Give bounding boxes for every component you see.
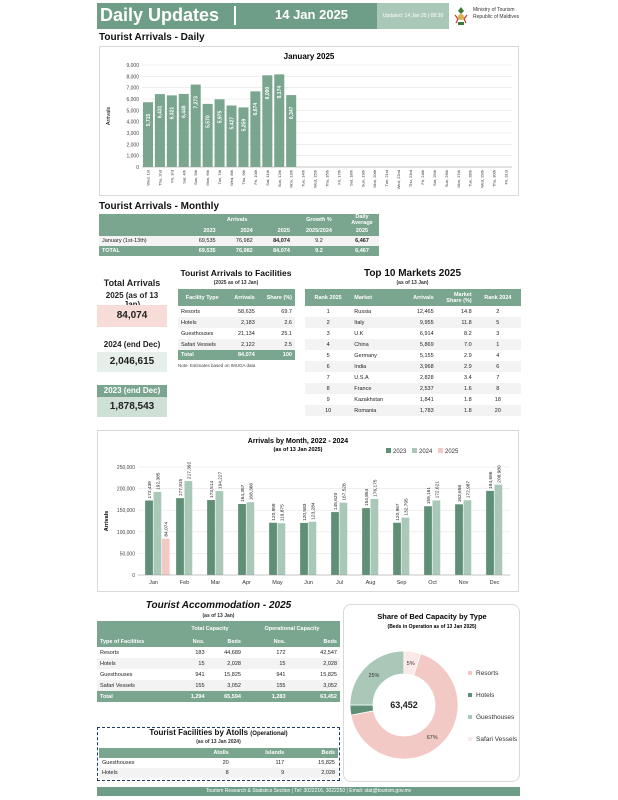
market-row: 4 China 5,869 7.0 1 xyxy=(305,339,521,350)
x-tick-label: Mon, 27th xyxy=(455,170,461,188)
bar-2024 xyxy=(433,500,441,575)
bar-2023 xyxy=(269,523,277,575)
x-tick-label: Mon, 6th xyxy=(205,170,211,186)
bar-value-label: 172,439 xyxy=(147,481,153,499)
facilities-note: Note: Estimates based on IMUGA data xyxy=(178,363,256,368)
slice-label: 25% xyxy=(368,672,380,679)
markets-title: Top 10 Markets 2025 xyxy=(363,268,462,279)
bar-2025 xyxy=(162,539,170,575)
legend-swatch xyxy=(438,448,443,453)
y-tick-label: 2,000 xyxy=(126,142,139,149)
x-tick-label: Sep xyxy=(396,580,407,586)
chart-title: Arrivals by Month, 2022 - 2024 xyxy=(247,438,349,445)
x-tick-label: Thu, 23rd xyxy=(408,170,414,188)
total-2025-value: 84,074 xyxy=(97,305,167,327)
x-tick-label: Aug xyxy=(365,580,376,586)
x-tick-label: Sun, 12th xyxy=(276,170,282,188)
bar-value-label: 164,357 xyxy=(240,484,246,502)
market-row: 9 Kazakhstan 1,841 1.8 18 xyxy=(326,396,501,403)
market-row: 6 India 3,968 2.9 6 xyxy=(305,361,521,372)
table-row: Hotels 15 2,028 15 2,028 xyxy=(97,658,340,669)
y-tick-label: 100,000 xyxy=(116,529,135,536)
total-arrivals-title: Total Arrivals xyxy=(103,278,161,288)
atolls-table: Atolls Islands Beds Guesthouses 20 117 15,825 Hotels 8 9 2,028 xyxy=(99,748,338,778)
total-2025-label: 2025 (as of 13 xyxy=(105,291,159,300)
y-tick-label: 6,000 xyxy=(126,97,139,103)
y-tick-label: 250,000 xyxy=(116,465,135,471)
bar-2024 xyxy=(464,500,472,575)
bar-value-label: 194,227 xyxy=(218,471,224,490)
monthly-chart-panel xyxy=(97,430,519,592)
bar-2024 xyxy=(247,502,255,575)
x-tick-label: Wed, 15th xyxy=(312,170,318,189)
bar-value-label: 119,875 xyxy=(280,504,286,522)
table-row: Guesthouses 21,134 25.1 xyxy=(181,330,292,337)
bar-value-label: 217,392 xyxy=(187,461,193,480)
bar-value-label: 7,273 xyxy=(193,96,200,109)
bar xyxy=(227,105,237,167)
x-tick-label: Apr xyxy=(242,580,251,586)
x-tick-label: Jan xyxy=(149,580,158,586)
monthly-section-title: Tourist Arrivals - Monthly xyxy=(99,201,220,212)
table-row: Hotels 2,183 2.6 xyxy=(178,317,295,328)
bar xyxy=(167,95,177,167)
markets-table: Rank 2025 Market Arrivals Market Share (%) Rank 2024 1 Russia 12,465 14.8 2 2 Italy 9,955 11.8 5 3 U.K 6,914 8.2 3 4 China 5,869 7.0 1 5 Germany 5,155 2.9 4 6 India 3,968 2.9 6 7 U.S.A 2,828 3.4 7 8 France 2,537 1.6 8 9 Kazakhstan 1,841 1.8 18 10 Romania 1,783 1.8 20 xyxy=(305,289,521,416)
legend-label: Hotels xyxy=(476,692,495,699)
market-row: 3 U.K 6,914 8.2 3 xyxy=(326,330,500,337)
legend-label: Guesthouses xyxy=(476,714,515,721)
y-tick-label: 200,000 xyxy=(116,486,135,493)
total-2023-label: 2023 (end Dec) xyxy=(97,385,167,397)
x-tick-label: Fri, 3rd xyxy=(169,170,175,183)
x-tick-label: Nov xyxy=(458,580,469,586)
table-row: January (1st-13th) 69,535 76,982 84,074 9.2 6,467 xyxy=(99,236,379,246)
legend-swatch xyxy=(468,693,472,697)
bar-value-label: 6,674 xyxy=(253,102,260,116)
total-2024-label: 2024 (end Dec) xyxy=(103,340,161,349)
x-tick-label: Fri, 17th xyxy=(336,170,342,185)
market-row: 7 U.S.A 2,828 3.4 7 xyxy=(326,374,500,381)
bar-value-label: 120,583 xyxy=(302,503,308,521)
bar-value-label: 5,259 xyxy=(241,118,248,132)
bar-value-label: 5,715 xyxy=(145,113,152,127)
daily-arrivals-chart xyxy=(100,47,518,195)
markets-subtitle: (as of 13 Jan) xyxy=(396,280,429,286)
bar-value-label: 6,448 xyxy=(181,105,188,118)
bar-2024 xyxy=(309,522,317,575)
footer-contact: Tourism Research & Statistics Section | Tel: 3022216, 3022250 | Email: stat@tourism.gov.mv xyxy=(97,787,520,796)
bar xyxy=(286,95,296,167)
x-tick-label: Oct xyxy=(428,580,437,586)
bar-value-label: 5,427 xyxy=(229,116,236,130)
table-row-total: Total 1,294 65,594 1,283 63,452 xyxy=(97,691,340,702)
x-tick-label: Sat, 18th xyxy=(348,170,354,187)
x-tick-label: Tue, 28th xyxy=(467,170,473,187)
chart-subtitle: (Beds in Operation as of 13 Jan 2025) xyxy=(387,624,477,630)
bar-value-label: 159,161 xyxy=(426,486,432,505)
bar xyxy=(250,91,260,167)
market-row: 1 Russia 12,465 14.8 2 xyxy=(326,308,500,315)
bar-2024 xyxy=(402,518,410,575)
x-tick-label: Mon, 13th xyxy=(288,170,294,188)
bar xyxy=(238,107,248,167)
bar-value-label: 167,528 xyxy=(342,483,348,501)
bar-value-label: 6,321 xyxy=(169,106,176,120)
bed-share-panel xyxy=(343,604,520,782)
bar-value-label: 154,854 xyxy=(364,488,370,507)
legend-swatch xyxy=(468,737,472,741)
monthly-head-growth: Growth % xyxy=(293,214,345,226)
market-row: 5 Germany 5,155 2.9 4 xyxy=(326,352,500,359)
y-tick-label: 4,000 xyxy=(126,119,139,126)
bar-value-label: 176,175 xyxy=(373,479,379,497)
x-tick-label: Fri, 24th xyxy=(419,170,425,185)
x-tick-label: Sat, 11th xyxy=(264,170,270,186)
bar-value-label: 192,385 xyxy=(156,472,162,490)
bar-2023 xyxy=(362,508,370,575)
chart-subtitle: (as of 13 Jan 2025) xyxy=(273,447,323,453)
x-tick-label: Thu, 16th xyxy=(324,170,330,187)
x-tick-label: Wed, 22nd xyxy=(396,170,402,190)
x-tick-label: Tue, 7th xyxy=(217,170,223,185)
y-tick-label: 9,000 xyxy=(126,63,139,69)
bar-value-label: 120,959 xyxy=(271,503,277,521)
x-tick-label: Wed, 29th xyxy=(479,170,485,189)
monthly-table: Arrivals Growth % Daily Average 2023 2024 2025 2025/2024 2025 January (1st-13th) 69,535 76,982 84,074 9.2 6,467 TOTAL 69,535 76,982 84,074 9.2 6,467 xyxy=(99,214,379,256)
x-tick-label: Mar xyxy=(210,580,221,586)
bar-value-label: 177,915 xyxy=(178,478,184,497)
bar-value-label: 6,347 xyxy=(288,106,295,120)
chart-title: January 2025 xyxy=(283,52,335,61)
facilities-subtitle: (2025 as of 13 Jan) xyxy=(213,280,259,286)
page-title: Daily Updates xyxy=(100,5,220,25)
legend-swatch xyxy=(386,448,391,453)
x-tick-label: Tue, 21st xyxy=(384,170,390,187)
bar-value-label: 8,174 xyxy=(277,85,284,99)
bar-value-label: 163,658 xyxy=(457,484,463,503)
legend-label: 2025 xyxy=(445,449,459,455)
table-row: Safari Vessels 155 3,052 155 3,052 xyxy=(97,680,340,691)
x-tick-label: Feb xyxy=(179,580,190,586)
x-tick-label: Wed, 1st xyxy=(145,170,151,186)
bar-value-label: 5,570 xyxy=(205,115,212,128)
x-tick-label: Jul xyxy=(335,580,344,586)
bar-2023 xyxy=(145,501,153,575)
accommodation-subtitle: (as of 13 Jan) xyxy=(202,613,235,619)
bar-value-label: 194,696 xyxy=(488,471,494,489)
legend-swatch xyxy=(468,671,472,675)
y-tick-label: 50,000 xyxy=(119,551,135,558)
bar-value-label: 172,987 xyxy=(466,480,472,499)
x-tick-label: Sun, 26th xyxy=(443,170,449,188)
x-tick-label: Sat, 4th xyxy=(181,170,187,184)
daily-chart-panel xyxy=(99,46,519,196)
legend-label: 2023 xyxy=(393,449,407,455)
legend-swatch xyxy=(468,715,472,719)
arrivals-by-month-chart xyxy=(98,431,518,591)
bar-value-label: 120,967 xyxy=(395,503,401,521)
table-row-total: TOTAL 69,535 76,982 84,074 9.2 6,467 xyxy=(99,246,379,256)
bar-value-label: 172,621 xyxy=(435,481,441,499)
y-tick-label: 7,000 xyxy=(126,85,139,92)
bar xyxy=(215,99,225,167)
x-tick-label: Dec xyxy=(489,580,500,586)
y-tick-label: 5,000 xyxy=(126,108,139,115)
title-divider xyxy=(234,6,236,25)
table-row-total: Total 84,074 100 xyxy=(178,350,295,360)
chart-title: Share of Bed Capacity by Type xyxy=(377,612,487,621)
bar-2023 xyxy=(424,506,432,575)
y-tick-label: 0 xyxy=(132,573,135,579)
x-tick-label: Sat, 25th xyxy=(431,170,437,187)
market-row: 2 Italy 9,955 11.8 5 xyxy=(305,317,521,328)
bar-value-label: 208,980 xyxy=(497,465,503,483)
x-tick-label: Fri, 31st xyxy=(503,170,509,185)
table-row: Hotels 8 9 2,028 xyxy=(99,768,338,778)
facilities-title: Tourist Arrivals to Facilities xyxy=(180,268,292,278)
daily-section-title: Tourist Arrivals - Daily xyxy=(99,32,205,43)
x-tick-label: Jun xyxy=(304,580,313,586)
accommodation-title: Tourist Accommodation - 2025 xyxy=(145,600,292,611)
y-tick-label: 0 xyxy=(136,165,139,171)
x-tick-label: Tue, 14th xyxy=(300,170,306,187)
x-tick-label: Thu, 2nd xyxy=(157,170,163,186)
bar-2023 xyxy=(486,491,494,575)
market-row: 8 France 2,537 1.6 8 xyxy=(305,383,521,394)
facilities-table: Facility Type Arrivals Share (%) Resorts 58,635 69.7 Hotels 2,183 2.6 Guesthouses 21,134 25.1 Safari Vessels 2,122 2.5 Total 84,074 100 xyxy=(178,289,295,360)
bar-2024 xyxy=(278,523,286,575)
bar-2024 xyxy=(154,492,162,575)
y-tick-label: 3,000 xyxy=(126,131,139,137)
bar xyxy=(179,94,189,167)
legend-label: 2024 xyxy=(419,449,433,455)
table-row: Resorts 58,635 69.7 xyxy=(181,308,292,315)
monthly-head-avg: Daily Average xyxy=(345,214,379,226)
bar-2024 xyxy=(340,503,348,575)
bar-value-label: 132,795 xyxy=(404,498,410,516)
bar-value-label: 168,366 xyxy=(249,482,255,501)
report-date: 14 Jan 2025 xyxy=(275,7,349,22)
legend-label: Resorts xyxy=(476,670,499,677)
table-row: Guesthouses 941 15,825 941 15,825 xyxy=(100,671,337,678)
bar-value-label: 5,975 xyxy=(217,110,224,124)
donut-center-value: 63,452 xyxy=(390,700,418,710)
slice-label: 5% xyxy=(406,661,415,668)
y-tick-label: 1,000 xyxy=(126,153,139,160)
legend-swatch xyxy=(412,448,417,453)
bar-2023 xyxy=(331,512,339,575)
bar-2023 xyxy=(455,504,463,575)
maldives-emblem-icon xyxy=(452,5,470,27)
bar-value-label: 8,090 xyxy=(265,86,272,100)
monthly-head-arrivals: Arrivals xyxy=(181,214,292,226)
x-tick-label: Sun, 19th xyxy=(360,170,366,188)
table-row: Resorts 183 44,689 172 42,547 xyxy=(100,649,337,656)
y-axis-label: Arrivals xyxy=(106,106,112,126)
y-tick-label: 150,000 xyxy=(116,508,135,515)
bar-value-label: 123,284 xyxy=(311,502,317,520)
table-row: Safari Vessels 2,122 2.5 xyxy=(178,339,295,350)
x-tick-label: Wed, 8th xyxy=(229,170,235,186)
x-tick-label: May xyxy=(272,580,283,586)
accommodation-table: Total Capacity Operational Capacity Type of Facilities Nos. Beds Nos. Beds Resorts 183 44,689 172 42,547 Hotels 15 2,028 15 2,028 Guesthouses 941 15,825 941 15,825 Safari Vessels 155 3,052 155 3,052 Total 1,294 65,594 1,283 63,452 xyxy=(97,621,340,702)
bar-value-label: 145,620 xyxy=(333,492,339,511)
y-tick-label: 8,000 xyxy=(126,74,139,81)
x-tick-label: Sun, 5th xyxy=(193,170,199,185)
bed-share-donut-chart xyxy=(344,605,519,781)
bar-2023 xyxy=(300,523,308,575)
table-row: Guesthouses 20 117 15,825 xyxy=(102,760,335,766)
x-tick-label: Mon, 20th xyxy=(372,170,378,188)
updated-timestamp: Updated: 14 Jan 25 | 08:38 xyxy=(377,3,449,29)
header-banner xyxy=(97,3,520,29)
bar-value-label: 84,074 xyxy=(164,522,170,537)
x-tick-label: Thu, 30th xyxy=(491,170,497,187)
bar xyxy=(203,104,213,167)
bar-2024 xyxy=(371,499,379,575)
y-axis-label: Arrivals xyxy=(104,510,110,532)
atolls-title: Tourist Facilities by Atolls (Operational) xyxy=(149,728,288,737)
total-2023-value: 1,878,543 xyxy=(97,397,167,417)
x-tick-label: Fri, 10th xyxy=(252,170,258,185)
bar-2023 xyxy=(238,504,246,575)
slice-label: 67% xyxy=(426,734,438,741)
total-2024-value: 2,046,615 xyxy=(97,352,167,372)
bar-2024 xyxy=(216,491,224,575)
market-row: 10 Romania 1,783 1.8 20 xyxy=(305,405,521,416)
bar xyxy=(155,94,165,167)
bar-value-label: 173,514 xyxy=(209,480,215,499)
bar-value-label: 6,431 xyxy=(157,105,164,119)
bar-2024 xyxy=(495,485,503,575)
atolls-subtitle: (as of 13 Jan 2024) xyxy=(196,739,241,745)
x-tick-label: Thu, 9th xyxy=(240,170,246,185)
bar xyxy=(143,102,153,167)
ministry-name: Ministry of Tourism Republic of Maldives xyxy=(473,7,520,20)
bar-2023 xyxy=(393,523,401,575)
bar-2023 xyxy=(176,498,184,575)
legend-label: Safari Vessels xyxy=(476,736,518,743)
bar-2024 xyxy=(185,481,193,575)
bar-2023 xyxy=(207,500,215,575)
ministry-block xyxy=(449,3,520,29)
